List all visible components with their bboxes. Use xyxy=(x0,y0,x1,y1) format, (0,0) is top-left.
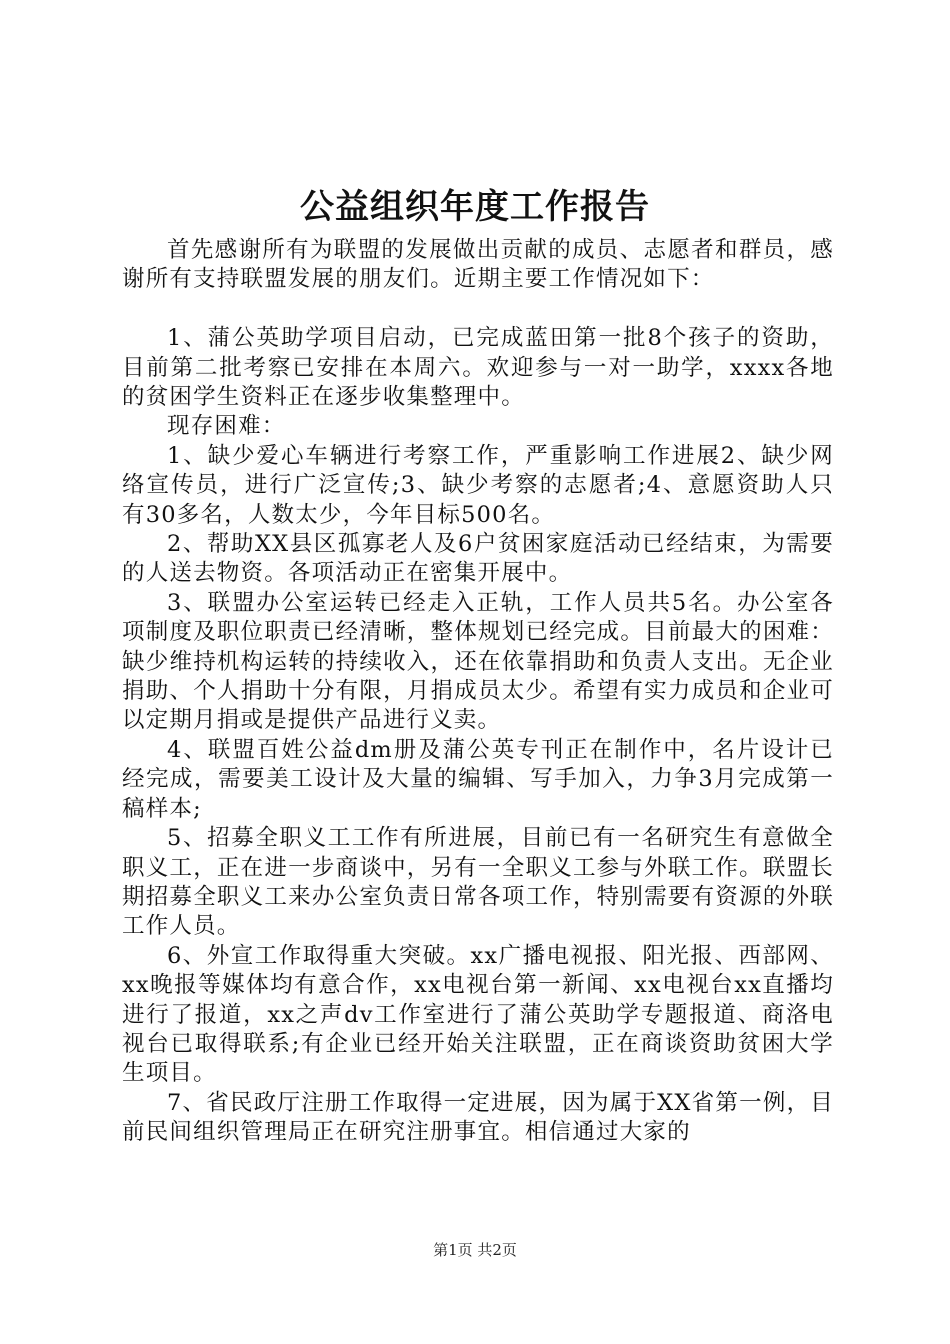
item-4-paragraph: 4、联盟百姓公益dm册及蒲公英专刊正在制作中，名片设计已经完成，需要美工设计及大量的编辑、写手加入，力争3月完成第一稿样本; xyxy=(122,736,834,822)
item-3-paragraph: 3、联盟办公室运转已经走入正轨，工作人员共5名。办公室各项制度及职位职责已经清晰，整体规划已经完成。目前最大的困难：缺少维持机构运转的持续收入，还在依靠捐助和负责人支出。无企业捐助、个人捐助十分有限，月捐成员太少。希望有实力成员和企业可以定期月捐或是提供产品进行义卖。 xyxy=(122,589,834,734)
item-6-paragraph: 6、外宣工作取得重大突破。xx广播电视报、阳光报、西部网、xx晚报等媒体均有意合作，xx电视台第一新闻、xx电视台xx直播均进行了报道，xx之声dv工作室进行了蒲公英助学专题报道、商洛电视台已取得联系;有企业已经开始关注联盟，正在商谈资助贫困大学生项目。 xyxy=(122,942,834,1087)
item-1-paragraph: 1、蒲公英助学项目启动，已完成蓝田第一批8个孩子的资助，目前第二批考察已安排在本周六。欢迎参与一对一助学，xxxx各地的贫困学生资料正在逐步收集整理中。 xyxy=(122,325,834,411)
difficulties-paragraph: 1、缺少爱心车辆进行考察工作，严重影响工作进展2、缺少网络宣传员，进行广泛宣传;3、缺少考察的志愿者;4、意愿资助人只有30多名，人数太少，今年目标500名。 xyxy=(122,442,834,528)
difficulties-heading: 现存困难： xyxy=(167,413,286,440)
document-title: 公益组织年度工作报告 xyxy=(300,187,650,227)
item-2-paragraph: 2、帮助XX县区孤寡老人及6户贫困家庭活动已经结束，为需要的人送去物资。各项活动正在密集开展中。 xyxy=(122,531,834,587)
item-7-paragraph: 7、省民政厅注册工作取得一定进展，因为属于XX省第一例，目前民间组织管理局正在研究注册事宜。相信通过大家的 xyxy=(122,1089,834,1146)
item-5-paragraph: 5、招募全职义工工作有所进展，目前已有一名研究生有意做全职义工，正在进一步商谈中，另有一全职义工参与外联工作。联盟长期招募全职义工来办公室负责日常各项工作，特别需要有资源的外联工作人员。 xyxy=(122,825,834,940)
document-body xyxy=(122,236,834,1148)
intro-paragraph: 首先感谢所有为联盟的发展做出贡献的成员、志愿者和群员，感谢所有支持联盟发展的朋友们。近期主要工作情况如下： xyxy=(122,237,834,293)
page-footer: 第1页 共2页 xyxy=(433,1241,517,1259)
blank-line xyxy=(122,295,834,324)
